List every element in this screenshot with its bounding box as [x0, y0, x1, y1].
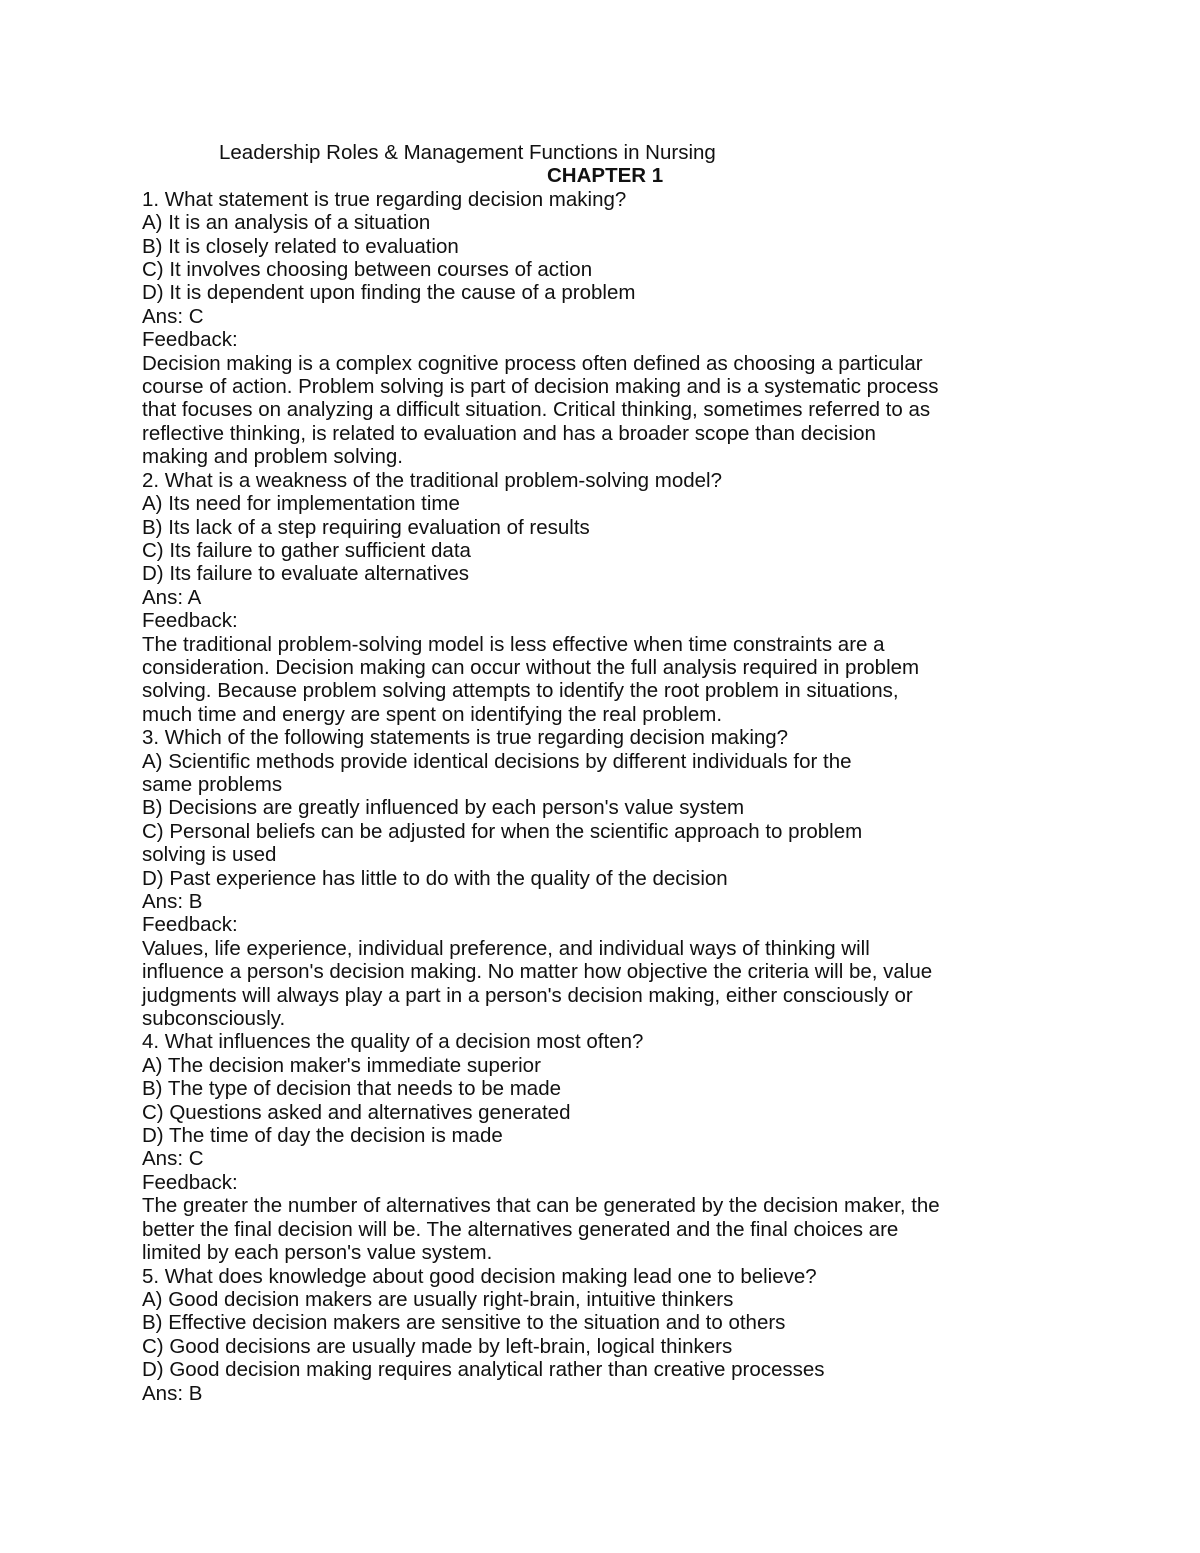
feedback-label: Feedback:	[142, 913, 238, 937]
feedback-text: subconsciously.	[142, 1007, 286, 1031]
answer-key: Ans: C	[142, 304, 204, 328]
answer-option: A) Good decision makers are usually right-brain, intuitive thinkers	[142, 1287, 734, 1311]
question-block	[142, 1030, 1002, 1264]
answer-option: B) Effective decision makers are sensitive to the situation and to others	[142, 1311, 786, 1335]
answer-key: Ans: C	[142, 1147, 204, 1171]
feedback-label: Feedback:	[142, 1170, 238, 1194]
question-stem: 2. What is a weakness of the traditional problem-solving model?	[142, 468, 722, 492]
feedback-text: much time and energy are spent on identifying the real problem.	[142, 702, 723, 726]
question-block	[142, 469, 1002, 726]
answer-option-continuation: same problems	[142, 772, 283, 796]
question-stem: 1. What statement is true regarding decision making?	[142, 187, 627, 211]
answer-option: C) Its failure to gather sufficient data	[142, 538, 471, 562]
feedback-text: Decision making is a complex cognitive process often defined as choosing a particular	[142, 351, 923, 375]
feedback-text: better the final decision will be. The alternatives generated and the final choices are	[142, 1217, 899, 1241]
answer-option: B) Its lack of a step requiring evaluation of results	[142, 515, 590, 539]
question-stem: 4. What influences the quality of a decision most often?	[142, 1030, 644, 1054]
answer-key: Ans: B	[142, 1381, 203, 1405]
feedback-text: The greater the number of alternatives that can be generated by the decision maker, the	[142, 1194, 940, 1218]
answer-option: D) Its failure to evaluate alternatives	[142, 562, 470, 586]
answer-option: B) Decisions are greatly influenced by each person's value system	[142, 796, 745, 820]
answer-option: C) Questions asked and alternatives generated	[142, 1100, 571, 1124]
feedback-label: Feedback:	[142, 609, 238, 633]
answer-option: A) Scientific methods provide identical decisions by different individuals for the	[142, 749, 852, 773]
answer-option: A) Its need for implementation time	[142, 492, 460, 516]
feedback-text: The traditional problem-solving model is less effective when time constraints are a	[142, 632, 885, 656]
feedback-text: solving. Because problem solving attempts to identify the root problem in situations,	[142, 679, 899, 703]
feedback-text: influence a person's decision making. No matter how objective the criteria will be, value	[142, 960, 933, 984]
question-block	[142, 188, 1002, 469]
feedback-text: consideration. Decision making can occur without the full analysis required in problem	[142, 655, 920, 679]
feedback-label: Feedback:	[142, 328, 238, 352]
answer-key: Ans: A	[142, 585, 202, 609]
answer-key: Ans: B	[142, 890, 203, 913]
document-body	[142, 141, 1002, 1405]
feedback-text: course of action. Problem solving is part of decision making and is a systematic process	[142, 375, 939, 399]
answer-option: C) Personal beliefs can be adjusted for when the scientific approach to problem	[142, 819, 863, 843]
answer-option: A) It is an analysis of a situation	[142, 211, 431, 235]
answer-option: C) Good decisions are usually made by left-brain, logical thinkers	[142, 1334, 733, 1358]
answer-option: A) The decision maker's immediate superior	[142, 1053, 541, 1077]
feedback-text: that focuses on analyzing a difficult situation. Critical thinking, sometimes referred to as	[142, 398, 931, 422]
answer-option: D) Good decision making requires analytical rather than creative processes	[142, 1358, 825, 1382]
answer-option: B) The type of decision that needs to be made	[142, 1077, 561, 1101]
answer-option-continuation: solving is used	[142, 843, 277, 867]
question-stem: 5. What does knowledge about good decision making lead one to believe?	[142, 1264, 817, 1288]
feedback-text: limited by each person's value system.	[142, 1241, 493, 1265]
answer-option: D) Past experience has little to do with the quality of the decision	[142, 866, 728, 890]
feedback-text: Values, life experience, individual preference, and individual ways of thinking will	[142, 936, 870, 960]
answer-option: C) It involves choosing between courses of action	[142, 258, 593, 282]
answer-option: B) It is closely related to evaluation	[142, 234, 459, 258]
answer-option: D) It is dependent upon finding the cause of a problem	[142, 281, 636, 305]
document-title: Leadership Roles & Management Functions in Nursing	[219, 141, 716, 164]
chapter-heading: CHAPTER 1	[547, 164, 664, 188]
answer-option: D) The time of day the decision is made	[142, 1124, 503, 1148]
question-stem: 3. Which of the following statements is true regarding decision making?	[142, 726, 789, 750]
question-block	[142, 1265, 1002, 1405]
feedback-text: reflective thinking, is related to evaluation and has a broader scope than decision	[142, 421, 876, 445]
question-block	[142, 726, 1002, 1030]
feedback-text: judgments will always play a part in a person's decision making, either consciously or	[142, 983, 913, 1007]
feedback-text: making and problem solving.	[142, 445, 403, 469]
